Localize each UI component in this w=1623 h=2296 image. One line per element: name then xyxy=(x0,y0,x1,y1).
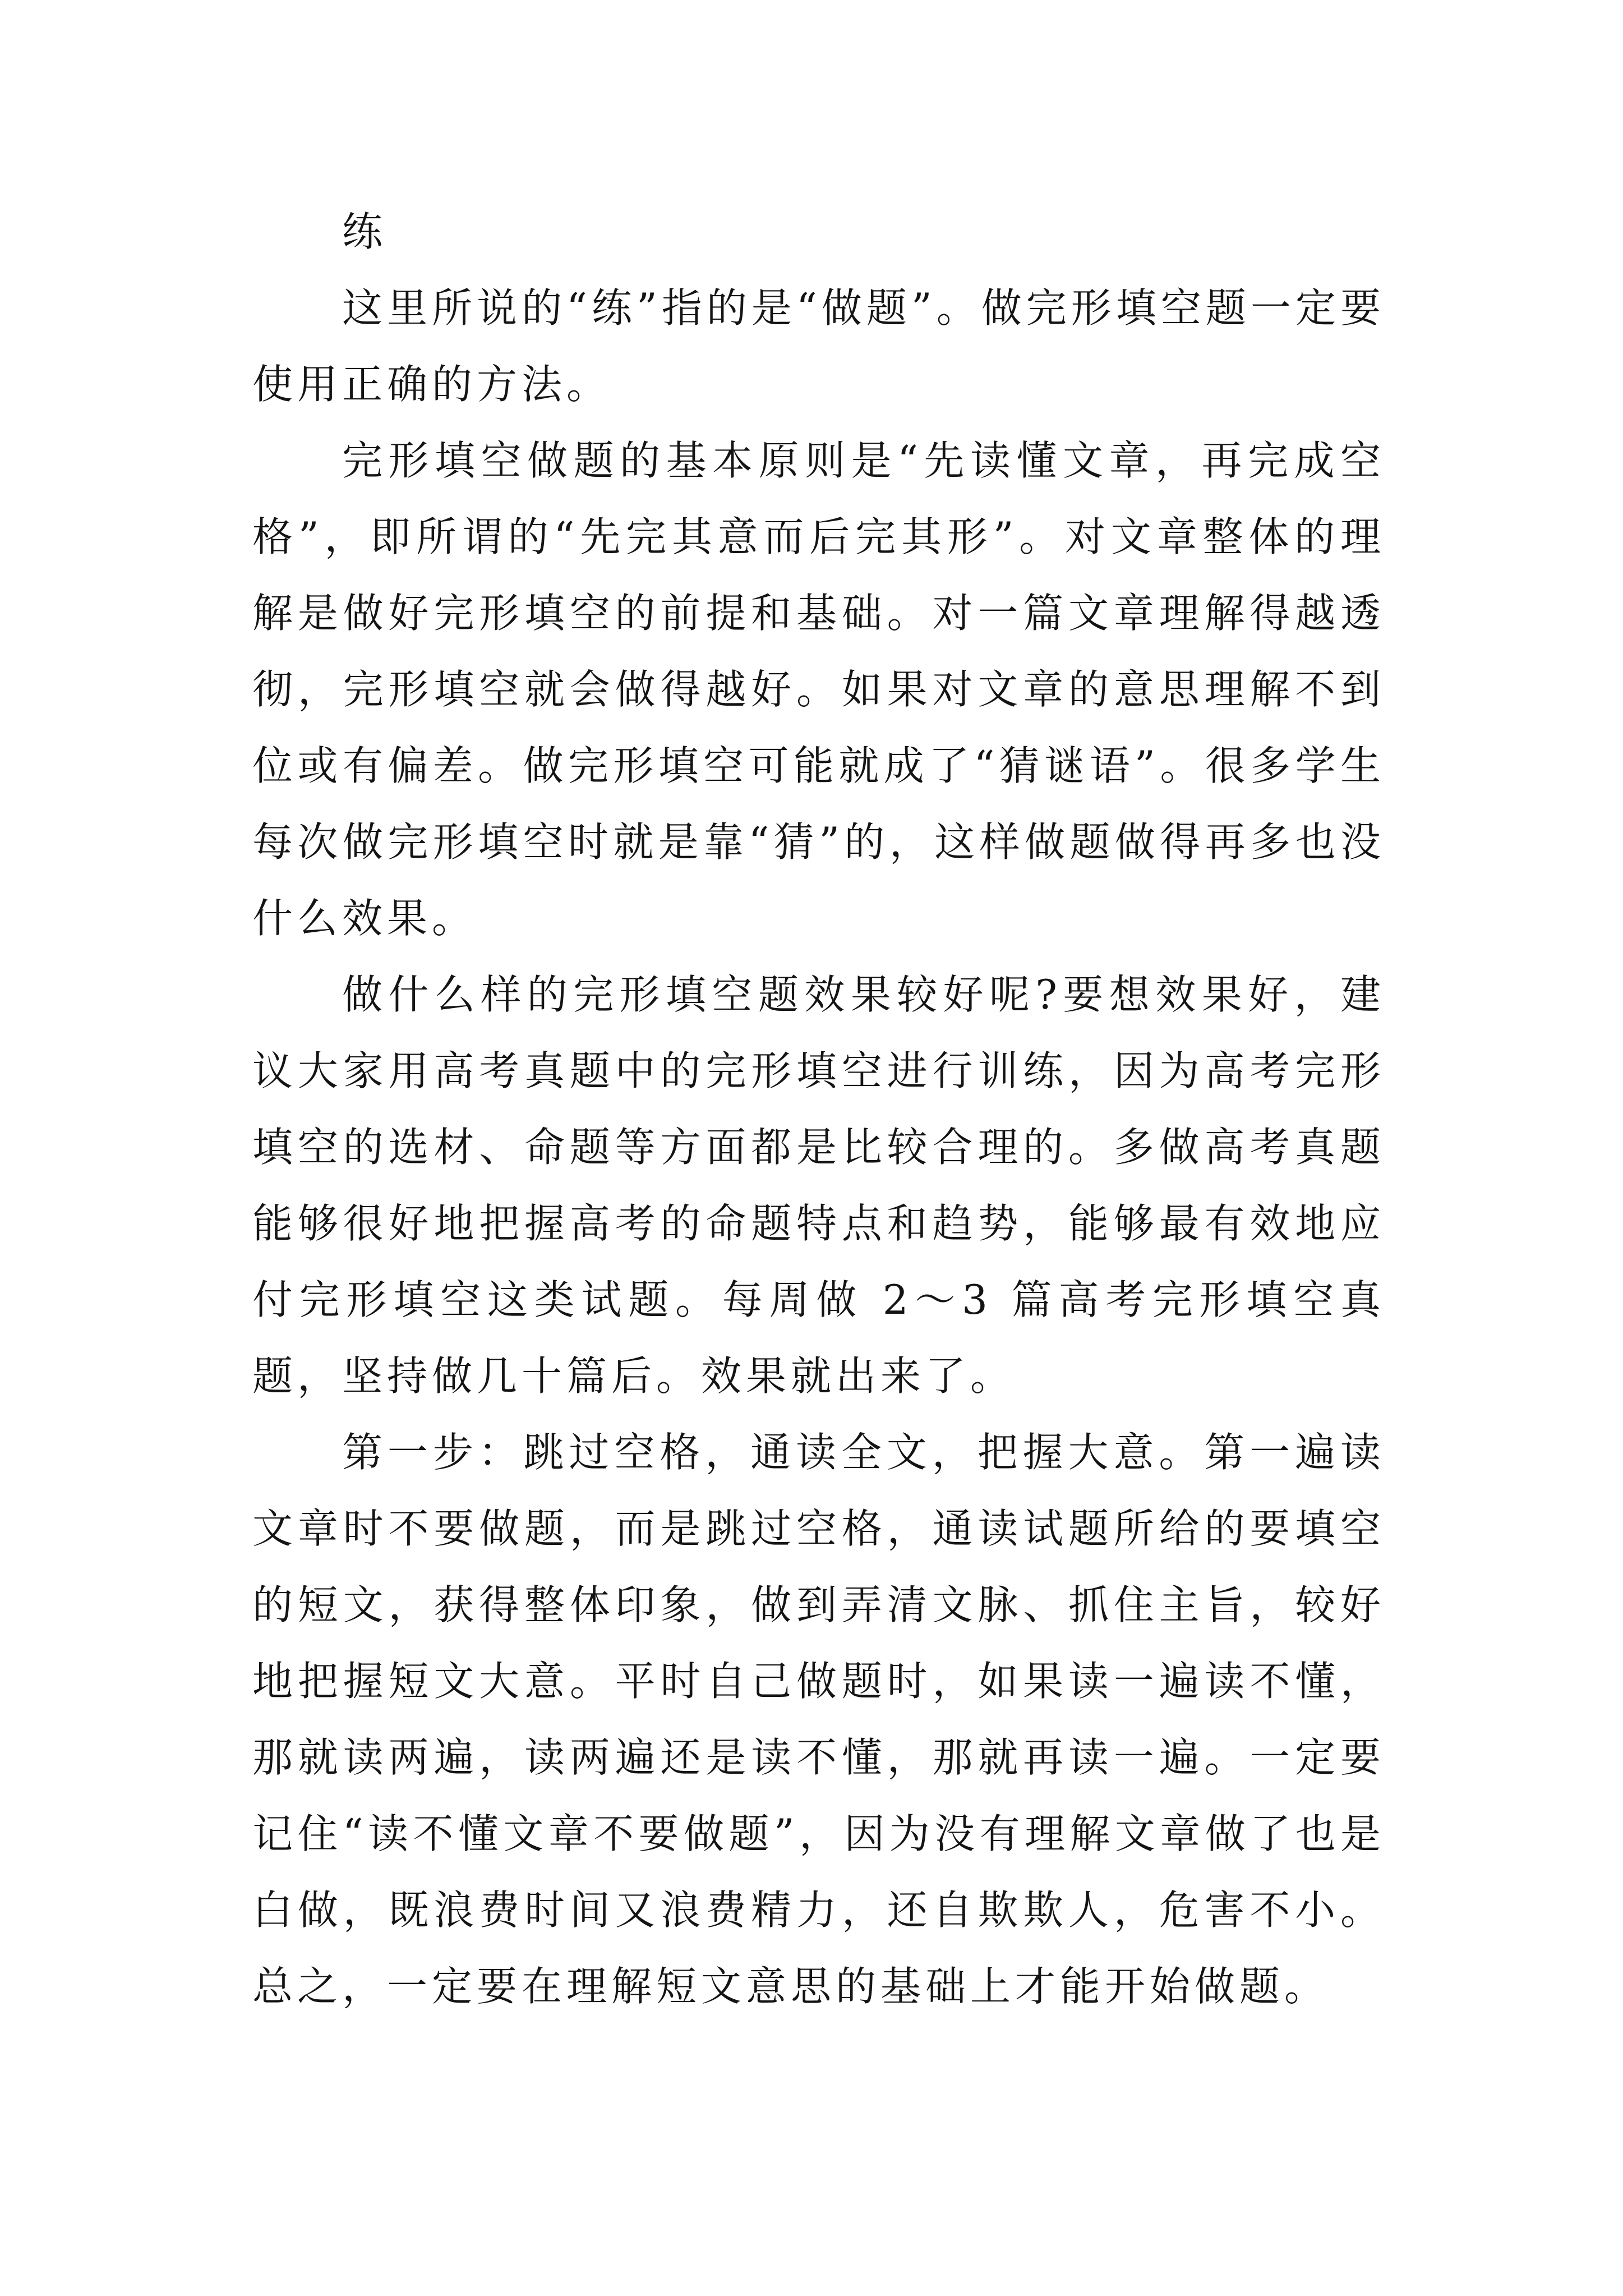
document-body xyxy=(252,194,1385,2024)
section-heading: 练 xyxy=(342,208,388,255)
paragraph-2: 完形填空做题的基本原则是“先读懂文章，再完成空格”，即所谓的“先完其意而后完其形”。对文章整体的理解是做好完形填空的前提和基础。对一篇文章理解得越透彻，完形填空就会做得越好。如果对文章的意思理解不到位或有偏差。做完形填空可能就成了“猜谜语”。很多学生每次做完形填空时就是靠“猜”的，这样做题做得再多也没什么效果。 xyxy=(252,437,1385,942)
paragraph-1: 这里所说的“练”指的是“做题”。做完形填空题一定要使用正确的方法。 xyxy=(252,284,1385,408)
paragraph-3: 做什么样的完形填空题效果较好呢?要想效果好，建议大家用高考真题中的完形填空进行训练，因为高考完形填空的选材、命题等方面都是比较合理的。多做高考真题能够很好地把握高考的命题特点和趋势，能够最有效地应付完形填空这类试题。每周做 2～3 篇高考完形填空真题，坚持做几十篇后。效果就出来了。 xyxy=(252,971,1385,1400)
paragraph-4: 第一步：跳过空格，通读全文，把握大意。第一遍读文章时不要做题，而是跳过空格，通读试题所给的要填空的短文，获得整体印象，做到弄清文脉、抓住主旨，较好地把握短文大意。平时自己做题时，如果读一遍读不懂，那就读两遍，读两遍还是读不懂，那就再读一遍。一定要记住“读不懂文章不要做题”，因为没有理解文章做了也是白做，既浪费时间又浪费精力，还自欺欺人，危害不小。总之，一定要在理解短文意思的基础上才能开始做题。 xyxy=(252,1429,1385,2010)
